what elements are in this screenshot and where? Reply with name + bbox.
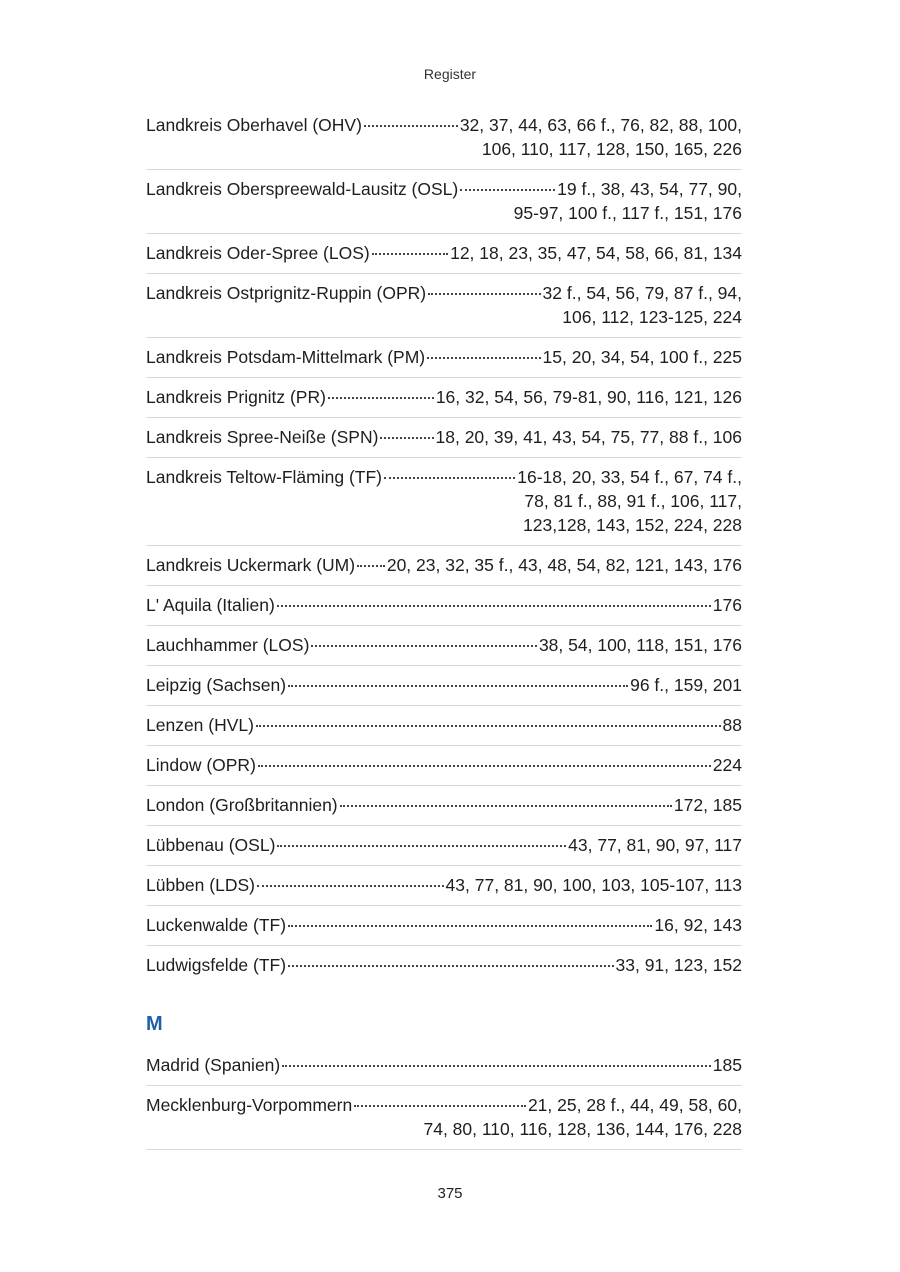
- index-entry-line: [146, 177, 742, 201]
- index-pages: 32, 37, 44, 63, 66 f., 76, 82, 88, 100,: [459, 115, 742, 135]
- dot-leader: [354, 1104, 526, 1107]
- dot-leader: [428, 292, 540, 295]
- index-entry-line: [146, 593, 742, 617]
- index-entry: [146, 946, 742, 985]
- dot-leader: [380, 436, 433, 439]
- index-term: Landkreis Oder-Spree (LOS): [146, 243, 370, 263]
- index-entry-line: [146, 385, 742, 409]
- index-entry-line: [146, 465, 742, 489]
- index-entry-line: [146, 793, 742, 817]
- index-pages: 16, 92, 143: [654, 915, 742, 935]
- index-entry: [146, 906, 742, 946]
- index-entry-line: [146, 345, 742, 369]
- index-entry: [146, 106, 742, 170]
- index-entry-line: [146, 113, 742, 137]
- dot-leader: [328, 396, 434, 399]
- dot-leader: [372, 252, 448, 255]
- dot-leader: [340, 804, 672, 807]
- index-entry: [146, 170, 742, 234]
- running-header: Register: [423, 66, 477, 82]
- index-pages: 20, 23, 32, 35 f., 43, 48, 54, 82, 121, 143, 176: [386, 555, 742, 575]
- index-list: [146, 106, 742, 1150]
- section-letter-m: M: [146, 1013, 163, 1035]
- index-entry-line: [146, 713, 742, 737]
- dot-leader: [364, 124, 458, 127]
- index-term: Lenzen (HVL): [146, 715, 254, 735]
- index-entry: [146, 378, 742, 418]
- dot-leader: [357, 564, 385, 567]
- index-entry-line: [146, 425, 742, 449]
- index-entry: [146, 418, 742, 458]
- index-entry-line: [146, 953, 742, 977]
- page-number: 375: [437, 1185, 463, 1202]
- index-pages: 43, 77, 81, 90, 100, 103, 105-107, 113: [445, 875, 742, 895]
- index-entry-line: [146, 281, 742, 305]
- index-pages: 185: [712, 1055, 742, 1075]
- index-term: Landkreis Ostprignitz-Ruppin (OPR): [146, 283, 427, 303]
- index-pages: 18, 20, 39, 41, 43, 54, 75, 77, 88 f., 106: [435, 427, 742, 447]
- index-group-l: [146, 106, 742, 985]
- index-pages: 15, 20, 34, 54, 100 f., 225: [542, 347, 742, 367]
- index-entry-line: [146, 833, 742, 857]
- index-entry: [146, 826, 742, 866]
- index-pages: 172, 185: [673, 795, 742, 815]
- index-entry: [146, 274, 742, 338]
- dot-leader: [288, 684, 628, 687]
- index-pages-continued: 74, 80, 110, 116, 128, 136, 144, 176, 228: [423, 1119, 742, 1139]
- index-entry-line: [146, 1093, 742, 1117]
- index-entry: [146, 234, 742, 274]
- index-term: Mecklenburg-Vorpommern: [146, 1095, 353, 1115]
- dot-leader: [277, 844, 566, 847]
- index-entry-line: [146, 873, 742, 897]
- index-entry: [146, 586, 742, 626]
- index-entry: [146, 1046, 742, 1086]
- index-entry-line: [146, 753, 742, 777]
- index-pages-continued: 106, 110, 117, 128, 150, 165, 226: [481, 139, 742, 159]
- index-entry: [146, 458, 742, 546]
- index-entry: [146, 746, 742, 786]
- index-entry-line: [146, 913, 742, 937]
- index-entry: [146, 626, 742, 666]
- index-pages: 33, 91, 123, 152: [615, 955, 742, 975]
- index-entry-line: [146, 1053, 742, 1077]
- index-term: Luckenwalde (TF): [146, 915, 287, 935]
- index-pages: 96 f., 159, 201: [630, 675, 742, 695]
- index-term: Ludwigsfelde (TF): [146, 955, 287, 975]
- index-term: Landkreis Oberhavel (OHV): [146, 115, 362, 135]
- index-term: London (Großbritannien): [146, 795, 338, 815]
- index-pages: 176: [712, 595, 742, 615]
- index-pages: 12, 18, 23, 35, 47, 54, 58, 66, 81, 134: [450, 243, 742, 263]
- index-term: Lauchhammer (LOS): [146, 635, 310, 655]
- index-entry-line: [146, 673, 742, 697]
- index-entry: [146, 338, 742, 378]
- index-entry-line: [146, 633, 742, 657]
- dot-leader: [427, 356, 540, 359]
- dot-leader: [384, 476, 515, 479]
- index-term: Madrid (Spanien): [146, 1055, 281, 1075]
- dot-leader: [460, 188, 555, 191]
- index-term: Landkreis Uckermark (UM): [146, 555, 356, 575]
- dot-leader: [256, 724, 721, 727]
- index-term: Landkreis Oberspreewald-Lausitz (OSL): [146, 179, 459, 199]
- index-term: Landkreis Teltow-Fläming (TF): [146, 467, 382, 487]
- index-entry: [146, 1086, 742, 1150]
- index-entry: [146, 866, 742, 906]
- index-entry-line: [146, 553, 742, 577]
- index-entry: [146, 786, 742, 826]
- index-term: L' Aquila (Italien): [146, 595, 275, 615]
- dot-leader: [258, 764, 711, 767]
- index-term: Landkreis Prignitz (PR): [146, 387, 326, 407]
- index-pages: 16, 32, 54, 56, 79-81, 90, 116, 121, 126: [435, 387, 742, 407]
- dot-leader: [277, 604, 711, 607]
- index-term: Lindow (OPR): [146, 755, 256, 775]
- index-group-m: [146, 1046, 742, 1150]
- index-entry: [146, 546, 742, 586]
- index-entry-line: [146, 241, 742, 265]
- index-pages: 32 f., 54, 56, 79, 87 f., 94,: [542, 283, 742, 303]
- index-pages-continued: 123,128, 143, 152, 224, 228: [523, 515, 742, 535]
- index-pages: 88: [722, 715, 742, 735]
- dot-leader: [311, 644, 537, 647]
- index-term: Landkreis Spree-Neiße (SPN): [146, 427, 379, 447]
- index-term: Landkreis Potsdam-Mittelmark (PM): [146, 347, 426, 367]
- index-pages: 224: [712, 755, 742, 775]
- index-pages: 16-18, 20, 33, 54 f., 67, 74 f.,: [517, 467, 742, 487]
- index-pages-continued: 106, 112, 123-125, 224: [562, 307, 742, 327]
- index-entry: [146, 666, 742, 706]
- index-term: Lübbenau (OSL): [146, 835, 276, 855]
- dot-leader: [288, 964, 613, 967]
- index-term: Leipzig (Sachsen): [146, 675, 287, 695]
- index-pages: 43, 77, 81, 90, 97, 117: [568, 835, 742, 855]
- index-pages-continued: 78, 81 f., 88, 91 f., 106, 117,: [524, 491, 742, 511]
- index-term: Lübben (LDS): [146, 875, 255, 895]
- index-pages: 19 f., 38, 43, 54, 77, 90,: [557, 179, 742, 199]
- index-pages: 38, 54, 100, 118, 151, 176: [538, 635, 742, 655]
- dot-leader: [282, 1064, 711, 1067]
- index-entry: [146, 706, 742, 746]
- dot-leader: [288, 924, 652, 927]
- index-pages-continued: 95-97, 100 f., 117 f., 151, 176: [513, 203, 742, 223]
- index-pages: 21, 25, 28 f., 44, 49, 58, 60,: [527, 1095, 742, 1115]
- dot-leader: [257, 884, 444, 887]
